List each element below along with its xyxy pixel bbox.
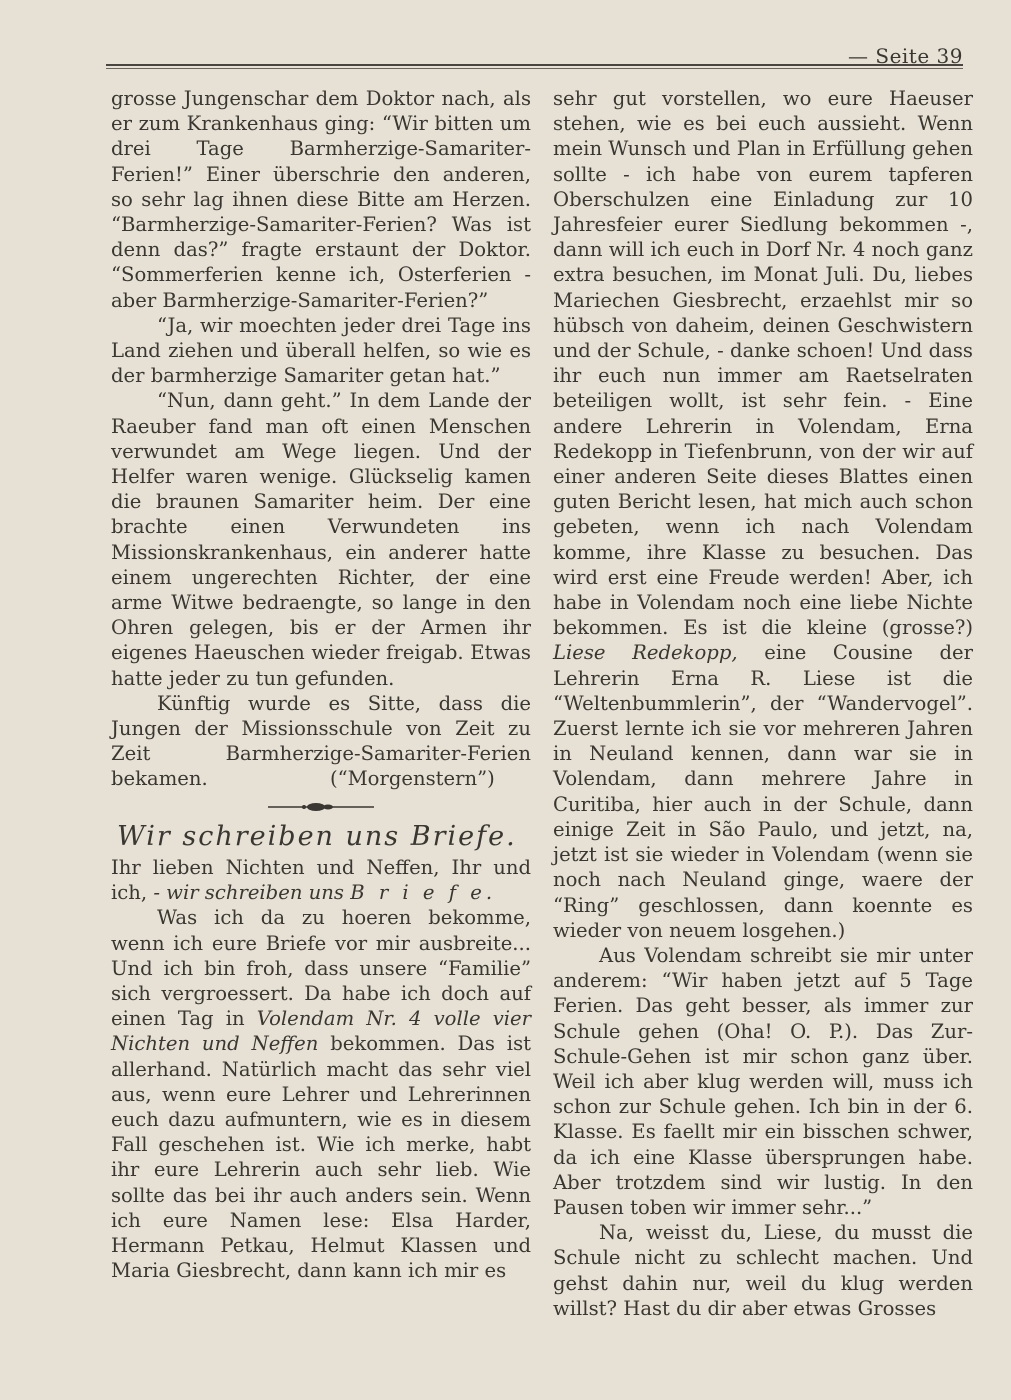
story-closing-text: Künftig wurde es Sitte, dass die Jungen der Missionsschule von Zeit zu Zeit Barmherzige-Samariter-Ferien bekamen.: [111, 691, 531, 791]
story-paragraph: “Nun, dann geht.” In dem Lande der Raeuber fand man oft einen Menschen verwundet am Wege liegen. Und der Helfer waren wenige. Glückselig kamen die braunen Samariter heim. Der eine brachte einen Verwundeten ins Missionskrankenhaus, ein anderer hatte einem ungerechten Richter, der eine arme Witwe bedraengte, so lange in den Ohren gelegen, bis er der Armen ihr eigenes Haeuschen wieder freigab. Etwas hatte jeder zu tun gefunden.: [111, 389, 531, 690]
letter-paragraph: Na, weisst du, Liese, du musst die Schule nicht zu schlecht machen. Und gehst dahin nur, weil du klug werden willst? Hast du dir aber etwas Grosses: [553, 1221, 973, 1320]
story-source: (“Morgenstern”): [329, 767, 495, 791]
letter-italic-name: Liese Redekopp,: [553, 641, 738, 665]
letter-text: eine Cousine der Lehrerin Erna R. Liese ist die “Weltenbummlerin”, der “Wandervogel”. Zuerst lernte ich sie vor mehreren Jahren in Neuland kennen, dann war sie in Volendam, dann mehrere Jahre in Curitiba, hier auch in der Schule, dann einige Zeit in São Paulo, und jetzt, na, jetzt ist sie wieder in Volendam (wenn sie noch nach Neuland ginge, waere der “Ring” geschlossen, dann koennte es wieder von neuem losgehen.): [553, 641, 973, 942]
header-rule: [106, 64, 963, 66]
letter-text: sehr gut vorstellen, wo eure Haeuser stehen, wie es bei euch aussieht. Wenn mein Wunsch und Plan in Erfüllung gehen sollte - ich habe von eurem tapferen Oberschulzen eine Einladung zur 10 Jahresfeier eurer Siedlung bekommen -, dann will ich euch in Dorf Nr. 4 noch ganz extra besuchen, im Monat Juli. Du, liebes Mariechen Giesbrecht, erzaehlst mir so hübsch von daheim, deinen Geschwistern und der Schule, - danke schoen! Und dass ihr euch nun immer am Raetselraten beteiligen wollt, ist sehr fein. - Eine andere Lehrerin in Volendam, Erna Redekopp in Tiefenbrunn, von der wir auf einer anderen Seite dieses Blattes einen guten Bericht lesen, hat mich auch schon gebeten, wenn ich nach Volendam komme, ihre Klasse zu besuchen. Das wird erst eine Freude werden! Aber, ich habe in Volendam noch eine liebe Nichte bekommen. Es ist die kleine (grosse?): [553, 87, 973, 640]
story-closing-paragraph: [111, 691, 531, 792]
letter-salutation: [111, 855, 531, 905]
right-column: [553, 86, 973, 1321]
left-column: [111, 86, 531, 1283]
page-number: — Seite 39: [848, 44, 963, 68]
letter-text: bekommen. Das ist allerhand. Natürlich macht das sehr viel aus, wenn eure Lehrer und Lehrerinnen euch dazu aufmuntern, wie es in diesem Fall geschehen ist. Wie ich merke, habt ihr eure Lehrerin auch sehr lieb. Wie sollte das bei ihr auch anders sein. Wenn ich eure Namen lese: Elsa Harder, Hermann Petkau, Helmut Klassen und Maria Giesbrecht, dann kann ich mir es: [111, 1032, 532, 1283]
section-heading: Wir schreiben uns Briefe.: [117, 820, 517, 852]
divider-ornament-icon: [266, 800, 376, 814]
salutation-spaced: B r i e f e.: [350, 881, 497, 905]
letter-text: Was ich da zu hoeren bekomme, wenn ich eure Briefe vor mir ausbreite... Und ich bin froh, dass unsere “Familie” sich vergroessert. Da habe ich doch auf einen Tag in: [111, 906, 531, 1031]
salutation-italic: - wir schreiben uns: [153, 881, 344, 905]
letter-paragraph: [553, 86, 973, 943]
salutation-text: Ihr lieben Nichten und Neffen, Ihr und ich,: [111, 855, 531, 905]
letter-paragraph: [111, 905, 531, 1283]
header-rule-thin: [106, 68, 963, 69]
story-paragraph: grosse Jungenschar dem Doktor nach, als er zum Krankenhaus ging: “Wir bitten um drei Tage Barmherzige-Samariter-Ferien!” Einer überschrie den anderen, so sehr lag ihnen diese Bitte am Herzen. “Barmherzige-Samariter-Ferien? Was ist denn das?” fragte erstaunt der Doktor. “Sommerferien kenne ich, Osterferien - aber Barmherzige-Samariter-Ferien?”: [111, 87, 531, 312]
story-paragraph: “Ja, wir moechten jeder drei Tage ins Land ziehen und überall helfen, so wie es der barmherzige Samariter getan hat.”: [111, 313, 531, 388]
letter-paragraph: Aus Volendam schreibt sie mir unter anderem: “Wir haben jetzt auf 5 Tage Ferien. Das geht besser, als immer zur Schule gehen (Oha! O. P.). Das Zur-Schule-Gehen ist mir schon ganz über. Weil ich aber klug werden will, muss ich schon zur Schule gehen. Ich bin in der 6. Klasse. Es faellt mir ein bisschen schwer, da ich eine Klasse übersprungen habe. Aber trotzdem sind wir lustig. In den Pausen toben wir immer sehr...”: [553, 943, 973, 1219]
letter-italic-text: Volendam Nr. 4 volle vier Nichten und Neffen: [111, 1007, 531, 1056]
